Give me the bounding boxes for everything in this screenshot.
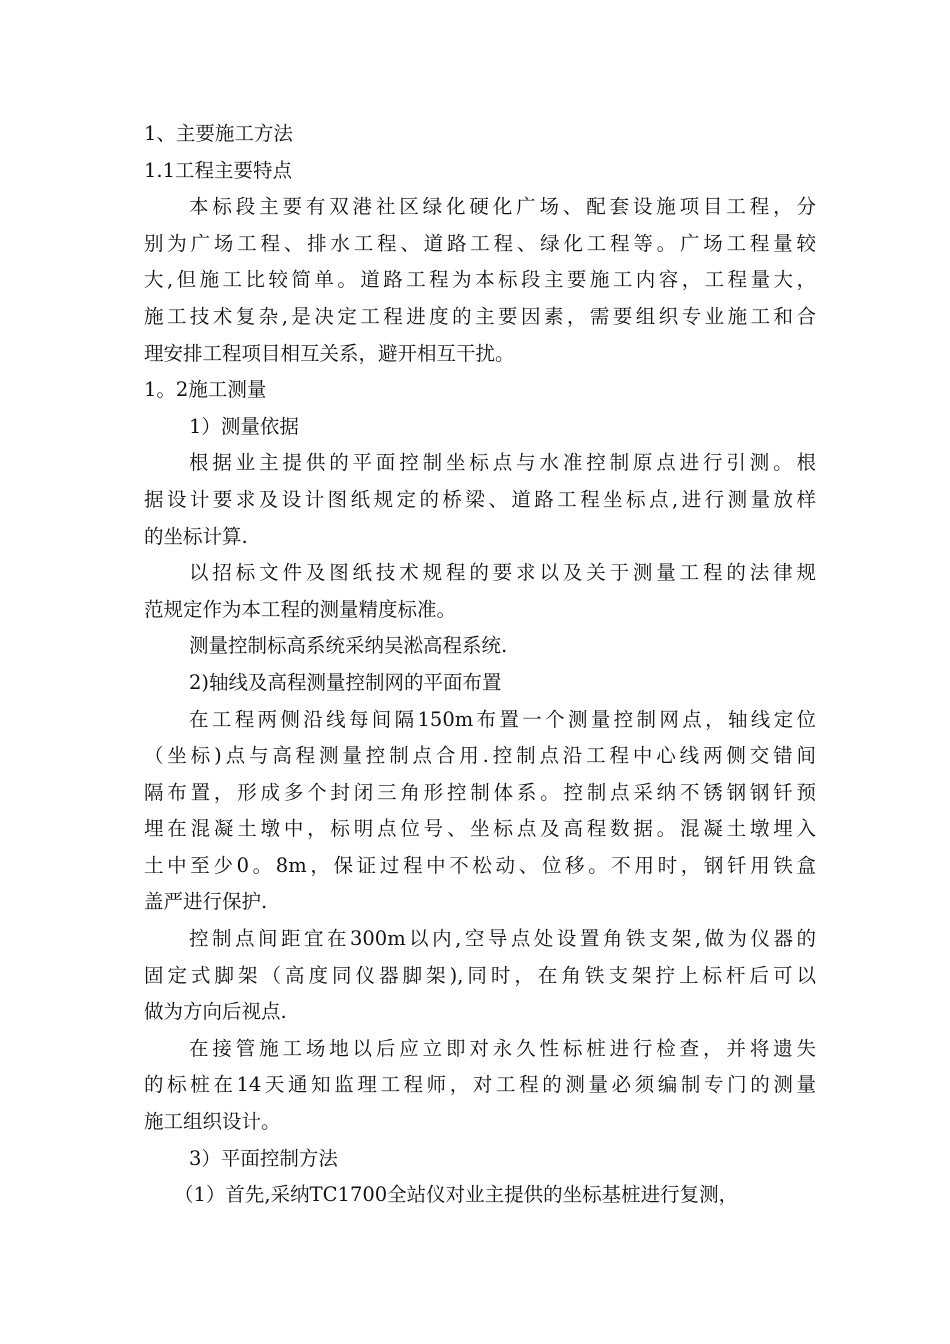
item-heading: 3）平面控制方法 — [189, 1146, 338, 1170]
paragraph-line: 测量控制标高系统采纳吴淞高程系统. — [189, 634, 508, 658]
item-heading: 2)轴线及高程测量控制网的平面布置 — [189, 670, 502, 694]
paragraph-line: 据设计要求及设计图纸规定的桥梁、道路工程坐标点,进行测量放样 — [144, 487, 816, 511]
paragraph-line: 在工程两侧沿线每间隔150m布置一个测量控制网点，轴线定位 — [189, 707, 816, 731]
paragraph-line: 大,但施工比较简单。道路工程为本标段主要施工内容，工程量大， — [144, 268, 816, 292]
paragraph-line: 固定式脚架（高度同仪器脚架),同时，在角铁支架拧上标杆后可以 — [144, 963, 816, 987]
paragraph-line: 本标段主要有双港社区绿化硬化广场、配套设施项目工程，分 — [189, 195, 816, 219]
paragraph-line: 施工技术复杂,是决定工程进度的主要因素，需要组织专业施工和合 — [144, 304, 816, 328]
paragraph-line: 理安排工程项目相互关系，避开相互干扰。 — [144, 341, 515, 365]
paragraph-line: 在接管施工场地以后应立即对永久性标桩进行检查，并将遗失 — [189, 1036, 816, 1060]
section-heading: 1、主要施工方法 — [144, 122, 293, 145]
paragraph-line: 埋在混凝土墩中，标明点位号、坐标点及高程数据。混凝土墩埋入 — [144, 817, 816, 841]
paragraph-line: （坐标)点与高程测量控制点合用.控制点沿工程中心线两侧交错间 — [144, 744, 816, 768]
paragraph-line: 施工组织设计。 — [144, 1110, 281, 1134]
paragraph-line: 控制点间距宜在300m以内,空导点处设置角铁支架,做为仪器的 — [189, 927, 816, 951]
paragraph-line: 的坐标计算. — [144, 524, 248, 548]
paragraph-line: 别为广场工程、排水工程、道路工程、绿化工程等。广场工程量较 — [144, 231, 816, 255]
paragraph-line: 范规定作为本工程的测量精度标准。 — [144, 597, 457, 621]
paragraph-line: 的标桩在14天通知监理工程师，对工程的测量必须编制专门的测量 — [144, 1073, 816, 1097]
paragraph-line: 根据业主提供的平面控制坐标点与水准控制原点进行引测。根 — [189, 451, 816, 475]
paragraph-line: （1）首先,采纳TC1700全站仪对业主提供的坐标基桩进行复测， — [174, 1183, 739, 1207]
subsection-heading: 1。2施工测量 — [144, 378, 267, 402]
subsection-heading: 1.1工程主要特点 — [144, 158, 293, 182]
document-body — [144, 116, 816, 1214]
paragraph-line: 盖严进行保护. — [144, 890, 268, 914]
item-heading: 1）测量依据 — [189, 414, 299, 438]
paragraph-line: 隔布置，形成多个封闭三角形控制体系。控制点采纳不锈钢钢钎预 — [144, 780, 816, 804]
paragraph-line: 做为方向后视点. — [144, 1000, 287, 1024]
paragraph-line: 土中至少0。8m，保证过程中不松动、位移。不用时，钢钎用铁盒 — [144, 853, 816, 877]
paragraph-line: 以招标文件及图纸技术规程的要求以及关于测量工程的法律规 — [189, 561, 816, 585]
